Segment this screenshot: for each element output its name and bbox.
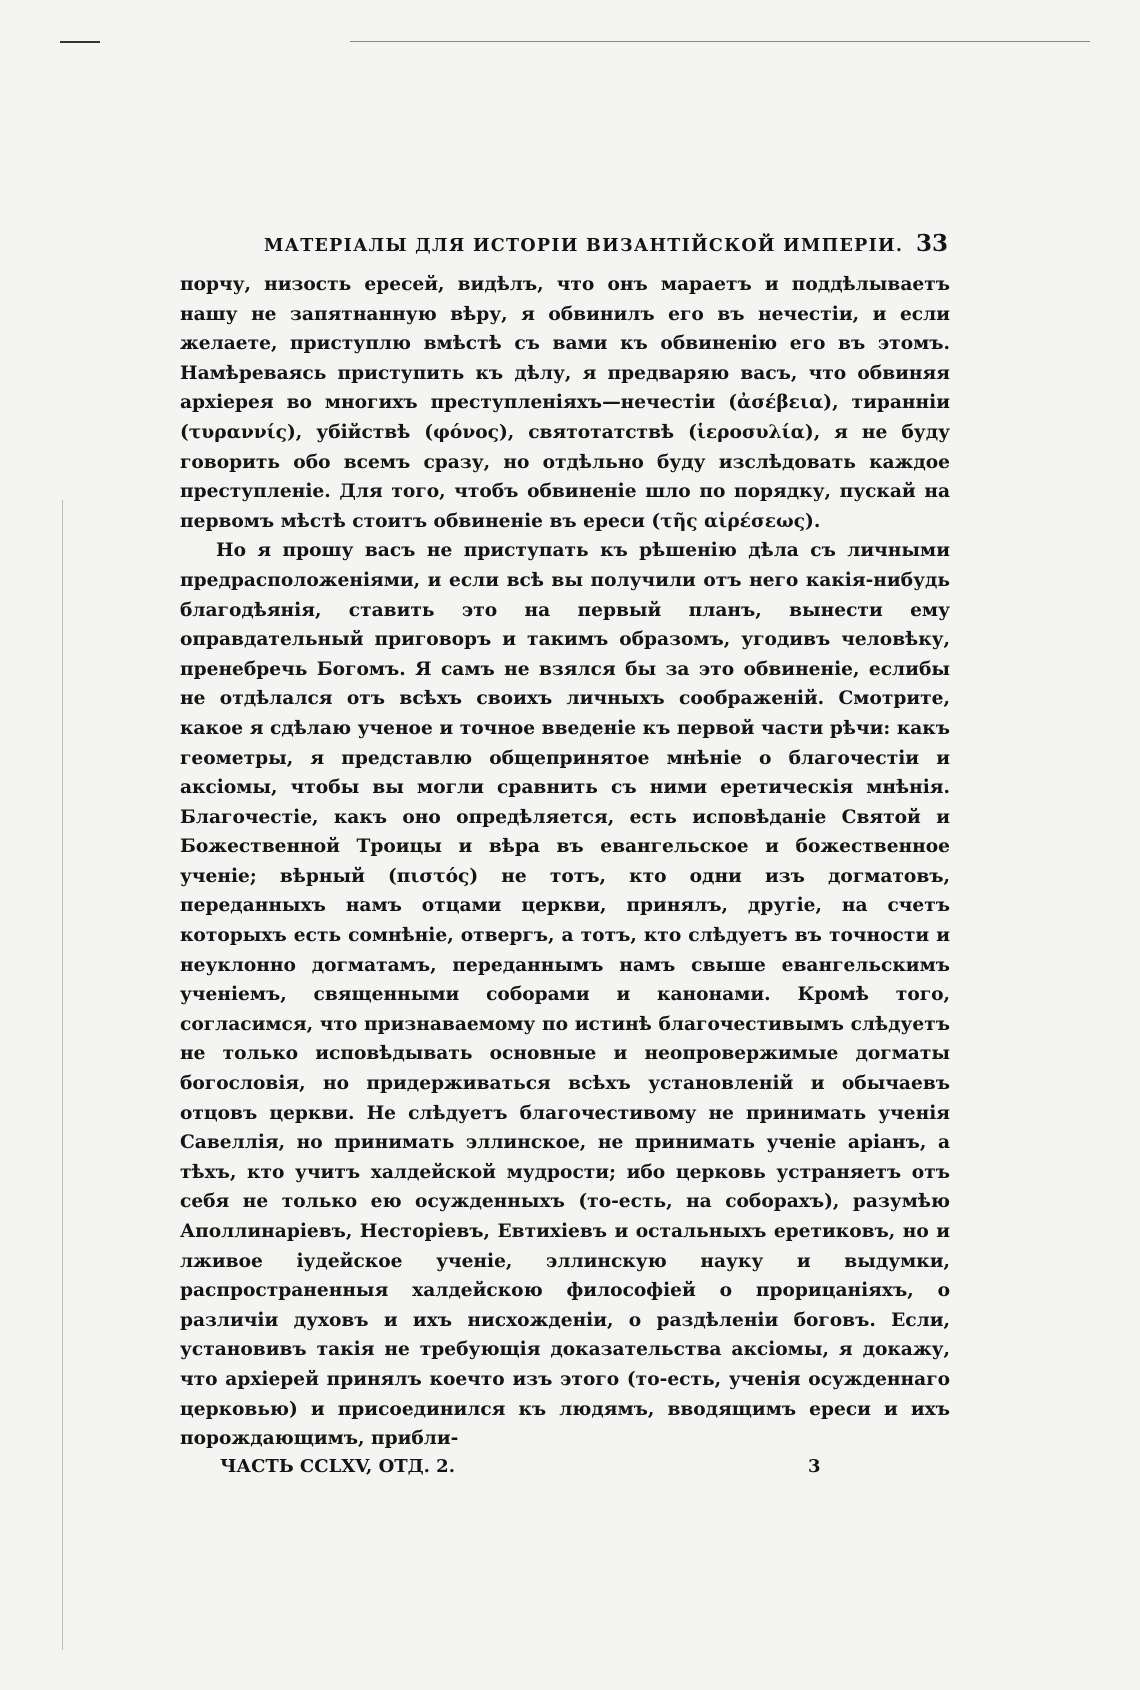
page-header bbox=[180, 230, 950, 266]
page-number: 33 bbox=[915, 230, 948, 257]
paragraph: Но я прошу васъ не приступать къ рѣшенію дѣла съ личными предрасположеніями, и если всѣ вы получили отъ него какія-нибудь благодѣянія, ставить это на первый планъ, вынести ему оправдательный приговоръ и такимъ образомъ, угодивъ человѣку, пренебречь Богомъ. Я самъ не взялся бы за это обвиненіе, еслибы не отдѣлался отъ всѣхъ своихъ личныхъ соображеній. Смотрите, какое я сдѣлаю ученое и точное введеніе къ первой части рѣчи: какъ геометры, я представлю общепринятое мнѣніе о благочестіи и аксіомы, чтобы вы могли сравнить съ ними еретическія мнѣнія. Благочестіе, какъ оно опредѣляется, есть исповѣданіе Святой и Божественной Троицы и вѣра въ евангельское и божественное ученіе; вѣрный (πιστός) не тотъ, кто одни изъ догматовъ, переданныхъ намъ отцами церкви, принялъ, другіе, на счетъ которыхъ есть сомнѣніе, отвергъ, а тотъ, кто слѣдуетъ въ точности и неуклонно догматамъ, переданнымъ намъ свыше евангельскимъ ученіемъ, священными соборами и канонами. Кромѣ того, согласимся, что признаваемому по истинѣ благочестивымъ слѣдуетъ не только исповѣдывать основные и неопровержимые догматы богословія, но придерживаться всѣхъ установленій и обычаевъ отцовъ церкви. Не слѣдуетъ благочестивому не принимать ученія Савеллія, но принимать эллинское, не принимать ученіе аріанъ, а тѣхъ, кто учитъ халдейской мудрости; ибо церковь устраняетъ отъ себя не только ею осужденныхъ (то-есть, на соборахъ), разумѣю Аполлинаріевъ, Несторіевъ, Евтихіевъ и остальныхъ еретиковъ, но и лживое іудейское ученіе, эллинскую науку и выдумки, распространенныя халдейскою философіей о прорицаніяхъ, о различіи духовъ и ихъ нисхожденіи, о раздѣленіи боговъ. Если, установивъ такія не требующія доказательства аксіомы, я докажу, что архіерей принялъ коечто изъ этого (то-есть, ученія осужденнаго церковью) и присоединился къ людямъ, вводящимъ ереси и ихъ порождающимъ, прибли- bbox=[180, 540, 950, 1450]
page-footer bbox=[180, 1456, 950, 1486]
paragraph-continued: порчу, низость ересей, видѣлъ, что онъ мараетъ и поддѣлываетъ нашу не запятнанную вѣру, я обвинилъ его въ нечестіи, и если желаете, приступлю вмѣстѣ съ вами къ обвиненію его въ этомъ. Намѣреваясь приступить къ дѣлу, я предваряю васъ, что обвиняя архіерея во многихъ преступленіяхъ—нечестіи (ἀσέβεια), тираннiи (τυραννίς), убійствѣ (φόνος), святотатствѣ (ἱεροσυλία), я не буду говорить обо всемъ сразу, но отдѣльно буду изслѣдовать каждое преступленіе. Для того, чтобъ обвиненіе шло по порядку, пускай на первомъ мѣстѣ стоитъ обвиненіе въ ереси (τῆς αἱρέσεως). bbox=[180, 274, 950, 532]
running-title: МАТЕРІАЛЫ ДЛЯ ИСТОРІИ ВИЗАНТІЙСКОЙ ИМПЕРІИ. bbox=[264, 236, 904, 256]
sheet-number: 3 bbox=[808, 1455, 821, 1477]
book-page bbox=[180, 230, 950, 1486]
scan-edge-mark bbox=[60, 41, 100, 43]
scan-edge-line bbox=[350, 41, 1090, 42]
signature-mark: ЧАСТЬ CCLXV, ОТД. 2. bbox=[220, 1455, 455, 1477]
body-text bbox=[180, 270, 950, 1454]
scan-edge-left-line bbox=[62, 500, 63, 1650]
